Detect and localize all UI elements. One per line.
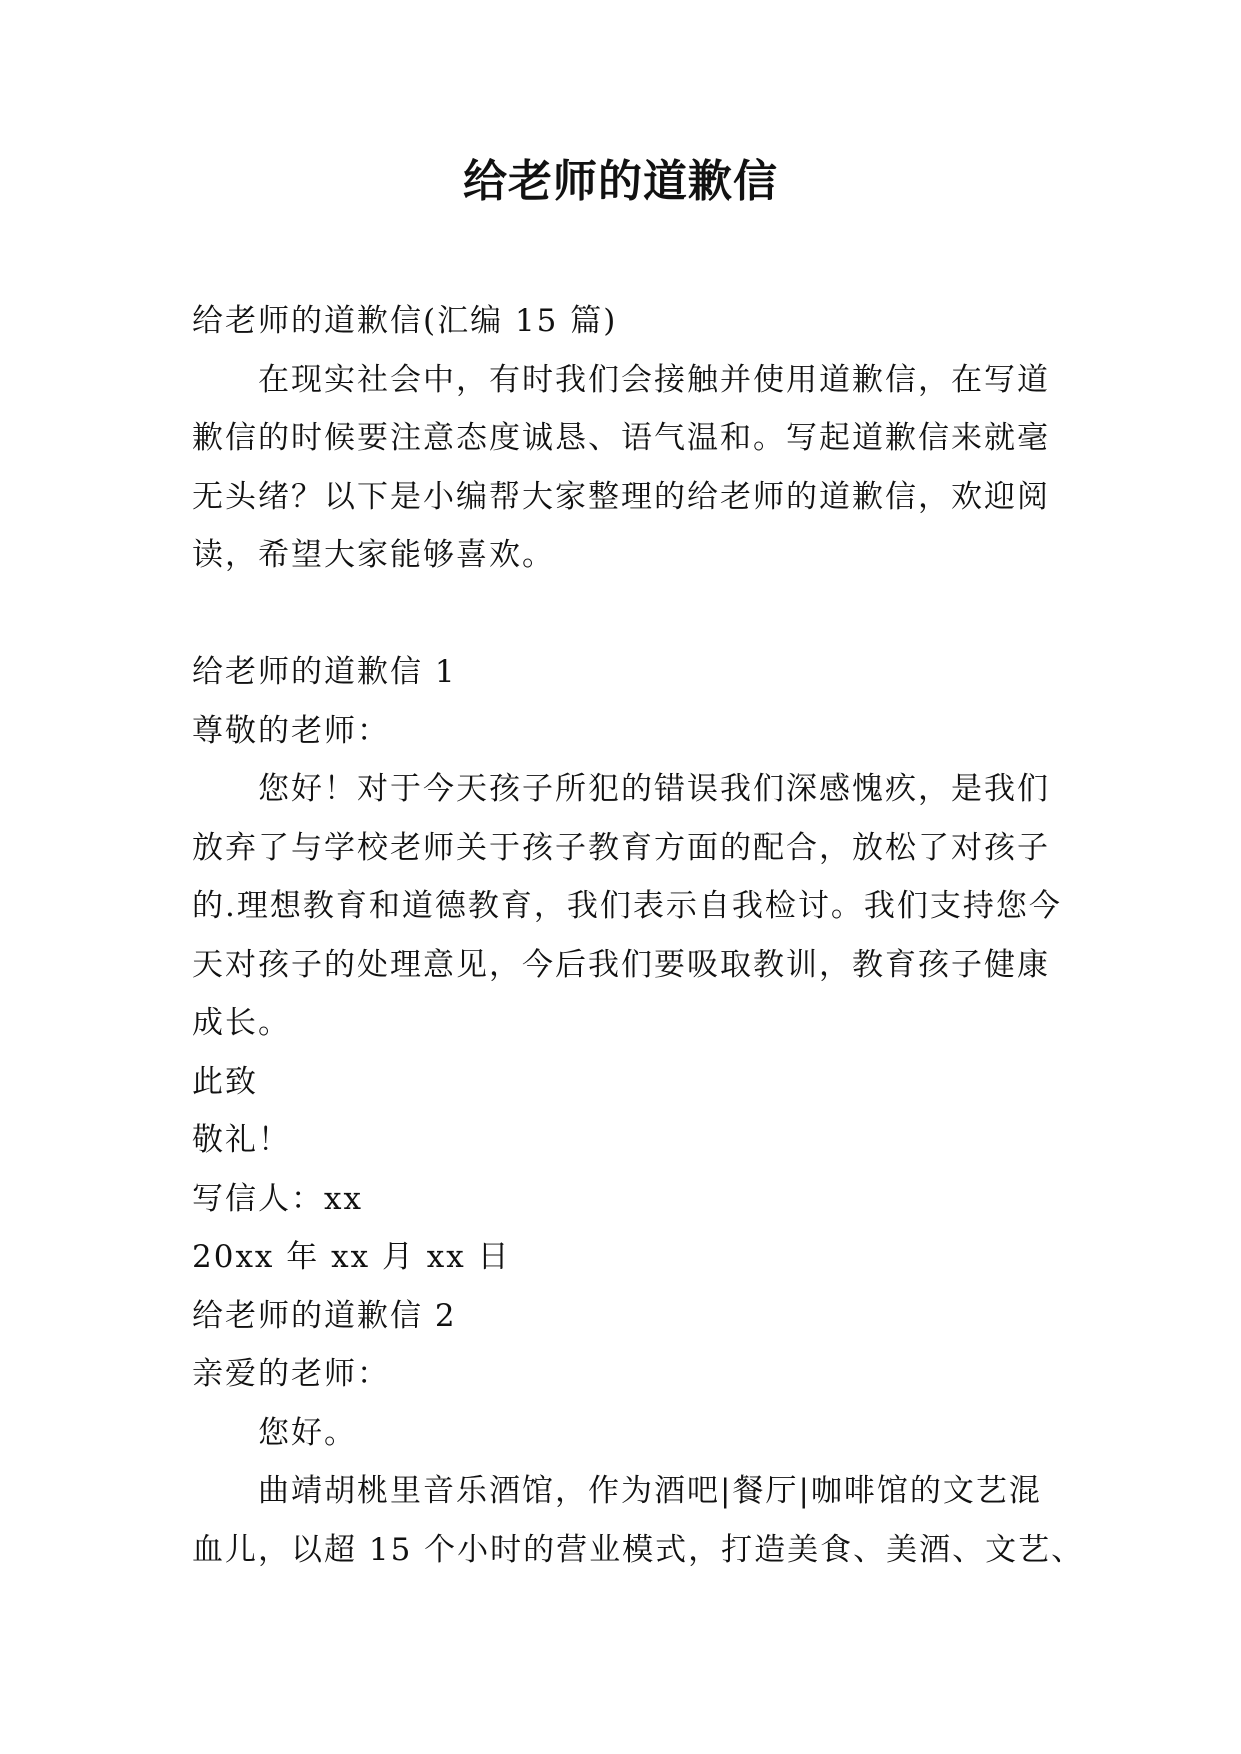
letter-2-body-line-2: 血儿，以超 15 个小时的营业模式，打造美食、美酒、文艺、 xyxy=(192,1531,1085,1568)
letter-1-signature: 写信人：xx xyxy=(192,1180,363,1217)
paragraph-gap xyxy=(192,585,1062,644)
letter-1-salutation: 尊敬的老师： xyxy=(192,712,390,749)
letter-1-body: 您好！对于今天孩子所犯的错误我们深感愧疚，是我们放弃了与学校老师关于孩子教育方面的配合，放松了对孩子的.理想教育和道德教育，我们表示自我检讨。我们支持您今天对孩子的处理意见，今后我们要吸取教训，教育孩子健康成长。 xyxy=(192,771,1062,1041)
letter-2-greeting: 您好。 xyxy=(258,1414,357,1451)
letter-1-date: 20xx 年 xx 月 xx 日 xyxy=(192,1239,511,1275)
document-title: 给老师的道歉信 xyxy=(463,156,778,207)
subtitle: 给老师的道歉信(汇编 15 篇) xyxy=(192,303,618,339)
letter-1-heading: 给老师的道歉信 1 xyxy=(192,654,457,690)
intro-paragraph: 在现实社会中，有时我们会接触并使用道歉信，在写道歉信的时候要注意态度诚恳、语气温和。写起道歉信来就毫无头绪？以下是小编帮大家整理的给老师的道歉信，欢迎阅读，希望大家能够喜欢。 xyxy=(192,361,1050,573)
letter-1-regards: 敬礼！ xyxy=(192,1122,291,1158)
letter-2-body-line-1: 曲靖胡桃里音乐酒馆，作为酒吧|餐厅|咖啡馆的文艺混 xyxy=(258,1473,1042,1509)
letter-2-salutation: 亲爱的老师： xyxy=(192,1356,390,1392)
letter-1-closing: 此致 xyxy=(192,1063,258,1100)
letter-2-heading: 给老师的道歉信 2 xyxy=(192,1297,457,1334)
document-body xyxy=(192,292,1085,1579)
